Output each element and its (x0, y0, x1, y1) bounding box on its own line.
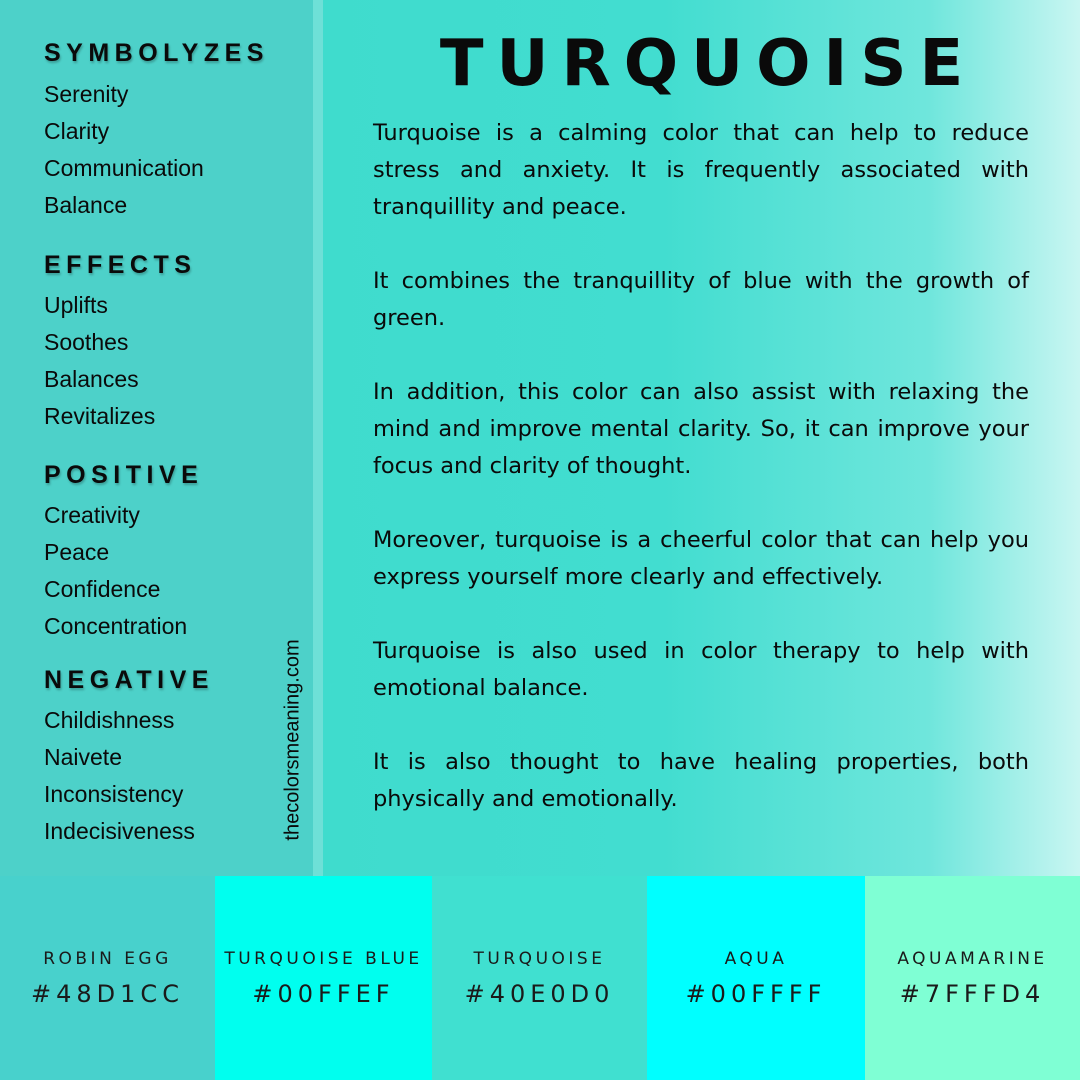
negative-section (44, 665, 214, 850)
positive-heading: POSITIVE (44, 461, 204, 489)
negative-item: Inconsistency (44, 781, 184, 807)
swatch-hex-code: #48D1CC (31, 980, 184, 1008)
positive-item: Confidence (44, 576, 161, 602)
symbolizes-item: Balance (44, 192, 128, 218)
swatch-aqua (647, 876, 865, 1080)
website-watermark: thecolorsmeaning.com (281, 639, 304, 841)
positive-item: Creativity (44, 502, 140, 528)
positive-item: Peace (44, 539, 110, 565)
negative-item: Naivete (44, 744, 122, 770)
swatch-aquamarine (865, 876, 1080, 1080)
symbolizes-item: Clarity (44, 118, 110, 144)
panel-divider (313, 0, 323, 876)
description-paragraph: Turquoise is also used in color therapy to help with emotional balance. (373, 638, 1029, 701)
sidebar-panel (0, 0, 313, 876)
swatch-name: TURQUOISE (473, 949, 606, 969)
swatch-robin-egg (0, 876, 215, 1080)
color-swatch-row (0, 876, 1080, 1080)
description-paragraph: Turquoise is a calming color that can help to reduce stress and anxiety. It is frequently associated with tranquillity and peace. (373, 120, 1029, 220)
description-paragraph: It is also thought to have healing properties, both physically and emotionally. (373, 749, 1029, 812)
effects-heading: EFFECTS (44, 251, 197, 279)
description-paragraph: It combines the tranquillity of blue with the growth of green. (373, 268, 1029, 331)
effects-item: Soothes (44, 329, 129, 355)
effects-item: Balances (44, 366, 139, 392)
effects-item: Revitalizes (44, 403, 156, 429)
effects-section (44, 250, 196, 435)
description-body (373, 115, 1029, 855)
swatch-hex-code: #00FFFF (685, 980, 827, 1008)
negative-item: Childishness (44, 707, 175, 733)
description-paragraph: In addition, this color can also assist with relaxing the mind and improve mental clarity. So, it can improve your focus and clarity of thought. (373, 379, 1029, 479)
swatch-hex-code: #00FFEF (252, 980, 395, 1008)
effects-item: Uplifts (44, 292, 108, 318)
symbolizes-item: Serenity (44, 81, 129, 107)
negative-heading: NEGATIVE (44, 666, 214, 694)
positive-item: Concentration (44, 613, 188, 639)
swatch-turquoise (432, 876, 647, 1080)
swatch-name: AQUA (724, 949, 788, 969)
symbolizes-item: Communication (44, 155, 204, 181)
page-title: TURQUOISE (439, 27, 977, 101)
swatch-name: ROBIN EGG (43, 949, 172, 969)
swatch-hex-code: #7FFFD4 (899, 980, 1046, 1008)
swatch-name: AQUAMARINE (897, 949, 1048, 969)
description-paragraph: Moreover, turquoise is a cheerful color that can help you express yourself more clearly and effectively. (373, 527, 1029, 590)
swatch-hex-code: #40E0D0 (464, 980, 615, 1008)
swatch-turquoise-blue (215, 876, 432, 1080)
negative-item: Indecisiveness (44, 818, 195, 844)
symbolizes-heading: SYMBOLYZES (44, 39, 269, 67)
swatch-name: TURQUOISE BLUE (224, 949, 423, 969)
symbolizes-section (44, 38, 269, 224)
positive-section (44, 460, 203, 645)
